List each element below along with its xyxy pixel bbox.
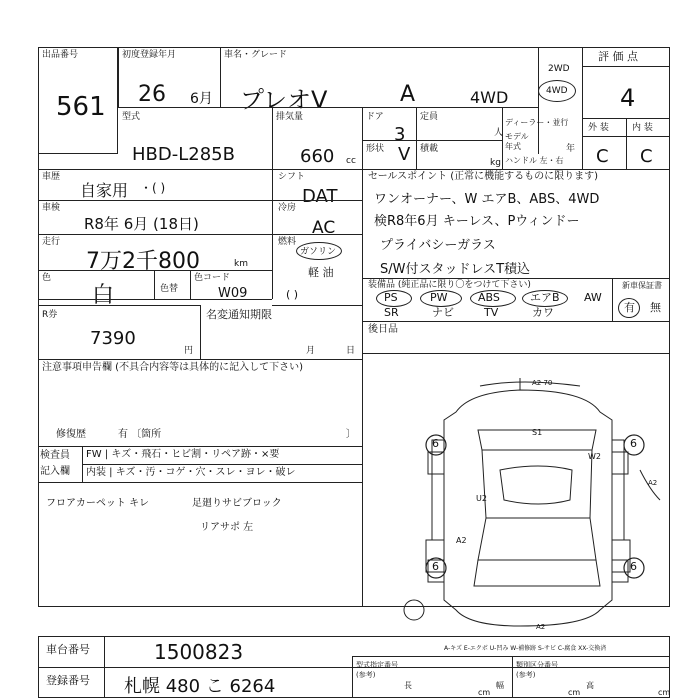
shift-label: シフト xyxy=(278,172,306,182)
selling-line-3: プライバシーガラス xyxy=(380,238,496,253)
mark-fl: 6 xyxy=(432,437,439,450)
equip-aw: AW xyxy=(584,291,602,304)
int-dirt: 汚 xyxy=(145,467,156,478)
displacement-label: 排気量 xyxy=(276,112,304,122)
comment-1: フロアカーペット キレ xyxy=(46,498,149,509)
drive-2wd: 2WD xyxy=(548,64,570,74)
caution-label: 注意事項申告欄 (不具合内容等は具体的に記入して下さい) xyxy=(42,362,303,373)
r-label: R券 xyxy=(42,310,58,320)
color-code-label: 色コード xyxy=(194,273,231,283)
month-unit: 月 xyxy=(306,346,316,356)
fuel-extra: ( ) xyxy=(286,288,299,301)
first-reg-year: 26 xyxy=(138,82,166,107)
model-label: 型式 xyxy=(122,112,141,122)
model-year-label: モデル年式 xyxy=(505,132,529,151)
color-label: 色 xyxy=(42,273,52,283)
selling-line-1: ワンオーナー、W エアB、ABS、4WD xyxy=(374,192,600,207)
mark-fr: 6 xyxy=(630,437,637,450)
int-burn: コゲ xyxy=(165,467,186,478)
check-crack: ヒビ割 xyxy=(171,449,202,460)
ac-value: AC xyxy=(312,218,336,238)
cc-unit: cc xyxy=(346,156,356,166)
mileage-label: 走行 xyxy=(42,237,61,247)
int-scratch: キズ xyxy=(115,467,136,478)
chassis-value: 1500823 xyxy=(154,640,244,664)
interior-score: C xyxy=(640,146,653,167)
check-required: ×要 xyxy=(261,449,280,460)
person-unit: 人 xyxy=(494,128,504,138)
score: 4 xyxy=(620,84,636,112)
check-fw: FW xyxy=(86,449,102,460)
car-name-label: 車名・グレード xyxy=(224,50,288,60)
comment-3: リアサポ 左 xyxy=(200,522,254,533)
model-code: HBD-L285B xyxy=(132,144,235,165)
first-reg-label: 初度登録年月 xyxy=(122,50,177,60)
mark-w2: W2 xyxy=(588,452,601,461)
equipment-title: 装備品 (純正品に限り〇をつけて下さい) xyxy=(368,280,531,290)
mark-s1: S1 xyxy=(532,428,543,437)
chassis-label: 車台番号 xyxy=(46,643,90,656)
type-spec-label: 型式指定番号 (参考) xyxy=(356,661,398,679)
equip-airbag: エアB xyxy=(530,291,560,304)
repair-close: 〕 xyxy=(346,429,356,440)
equip-kawa: カワ xyxy=(532,306,554,319)
check-repair: リペア跡 xyxy=(211,449,251,460)
interior-word: 内装 xyxy=(86,467,106,478)
selling-title: セールスポイント (正常に機能するものに限ります) xyxy=(368,171,599,182)
ac-label: 冷房 xyxy=(278,203,297,213)
warranty-label: 新車保証書 xyxy=(622,281,662,290)
drive: 4WD xyxy=(470,88,509,107)
km-unit: km xyxy=(234,259,248,269)
fuel-diesel: 軽 油 xyxy=(308,266,334,279)
equip-sr: SR xyxy=(384,306,399,319)
car-name: プレオV xyxy=(240,86,328,114)
fuel-gasoline: ガソリン xyxy=(300,247,337,257)
inspection-value: R8年 6月 (18日) xyxy=(84,215,199,233)
warranty-no: 無 xyxy=(650,301,661,314)
capacity-label: 定員 xyxy=(420,112,439,122)
mark-a2-left: A2 xyxy=(456,536,467,545)
dealer-label: ディーラー・並行 xyxy=(505,118,569,127)
color-change-label: 色替 xyxy=(160,284,179,294)
height-unit: cm xyxy=(658,688,671,697)
comment-2: 足廻りサビブロック xyxy=(192,498,282,509)
exterior-score: C xyxy=(596,146,609,167)
kg-unit: kg xyxy=(490,158,501,168)
class-label: 類別区分番号 (参考) xyxy=(516,661,558,679)
width-label: 幅 xyxy=(496,681,504,690)
repair-label: 修復歴 xyxy=(56,429,86,440)
history-label: 車歴 xyxy=(42,172,61,182)
check-chip: 飛石 xyxy=(141,449,162,460)
color-code-value: W09 xyxy=(218,286,248,301)
score-label: 評 価 点 xyxy=(598,50,638,63)
doors: 3 xyxy=(394,124,406,145)
int-wrinkle: ヨレ xyxy=(245,467,266,478)
shape: V xyxy=(398,144,411,165)
shift-value: DAT xyxy=(302,186,338,207)
inspector-row2: 内装 | キズ・汚・コゲ・穴・スレ・ヨレ・破レ xyxy=(86,467,296,478)
lot-label: 出品番号 xyxy=(42,50,79,60)
lot-number: 561 xyxy=(56,92,106,122)
equip-ps: PS xyxy=(384,291,398,304)
equip-abs: ABS xyxy=(478,291,500,304)
history-extra: ・( ) xyxy=(140,181,166,195)
int-wear: スレ xyxy=(215,467,236,478)
day-unit: 日 xyxy=(346,346,356,356)
displacement: 660 xyxy=(300,146,335,167)
check-label: 検査員 xyxy=(40,450,70,461)
mark-a2-bottom: A2 xyxy=(536,623,546,631)
door-label: ドア xyxy=(366,112,384,122)
r-value: 7390 xyxy=(90,328,136,349)
exterior-label: 外 装 xyxy=(588,123,609,133)
length-unit: cm xyxy=(478,688,491,697)
selling-line-4: S/W付スタッドレスT積込 xyxy=(380,262,531,277)
mark-a2-right: A2 xyxy=(648,479,658,487)
damage-legend: A-キズ E-エクボ U-凹み W-補修跡 S-サビ C-腐食 XX-交換済 xyxy=(444,645,607,652)
mark-rl: 6 xyxy=(432,560,439,573)
aftermarket-label: 後日品 xyxy=(368,324,398,335)
load-label: 積載 xyxy=(420,144,439,154)
int-tear: 破レ xyxy=(275,467,296,478)
notice-label: 名変通知期限 xyxy=(206,308,272,321)
fuel-label: 燃料 xyxy=(278,237,297,247)
history-value: 自家用 xyxy=(80,181,129,200)
handle-label: ハンドル 左・右 xyxy=(505,156,564,165)
shape-label: 形状 xyxy=(366,144,385,154)
drive-4wd: 4WD xyxy=(546,86,568,96)
int-hole: 穴 xyxy=(195,467,206,478)
equip-tv: TV xyxy=(484,306,499,319)
inspector-row1: FW | キズ・飛石・ヒビ割・リペア跡・×要 xyxy=(86,449,280,460)
mileage-value: 7万2千800 xyxy=(86,249,200,274)
color-value: 白 xyxy=(92,283,115,308)
selling-line-2: 検R8年6月 キーレス、Pウィンドー xyxy=(374,214,580,229)
repair-value: 有 〔箇所 xyxy=(118,429,162,440)
length-label: 長 xyxy=(404,681,412,690)
warranty-yes: 有 xyxy=(624,301,635,314)
height-label: 高 xyxy=(586,681,594,690)
inspection-label: 車検 xyxy=(42,203,61,213)
check-scratch: キズ xyxy=(111,449,132,460)
mark-u2: U2 xyxy=(476,494,487,503)
yen-unit: 円 xyxy=(184,346,194,356)
plate-value: 札幌 480 こ 6264 xyxy=(124,676,276,697)
interior-label: 内 装 xyxy=(632,123,653,133)
equip-pw: PW xyxy=(430,291,448,304)
mark-a2-top: A2 70 xyxy=(532,379,553,387)
grade: A xyxy=(400,82,416,107)
first-reg-month: 6月 xyxy=(190,91,213,107)
mark-rr: 6 xyxy=(630,560,637,573)
width-unit: cm xyxy=(568,688,581,697)
entry-label: 記入欄 xyxy=(40,466,70,477)
plate-label: 登録番号 xyxy=(46,674,90,687)
equip-navi: ナビ xyxy=(432,306,454,319)
year-unit: 年 xyxy=(566,144,576,154)
